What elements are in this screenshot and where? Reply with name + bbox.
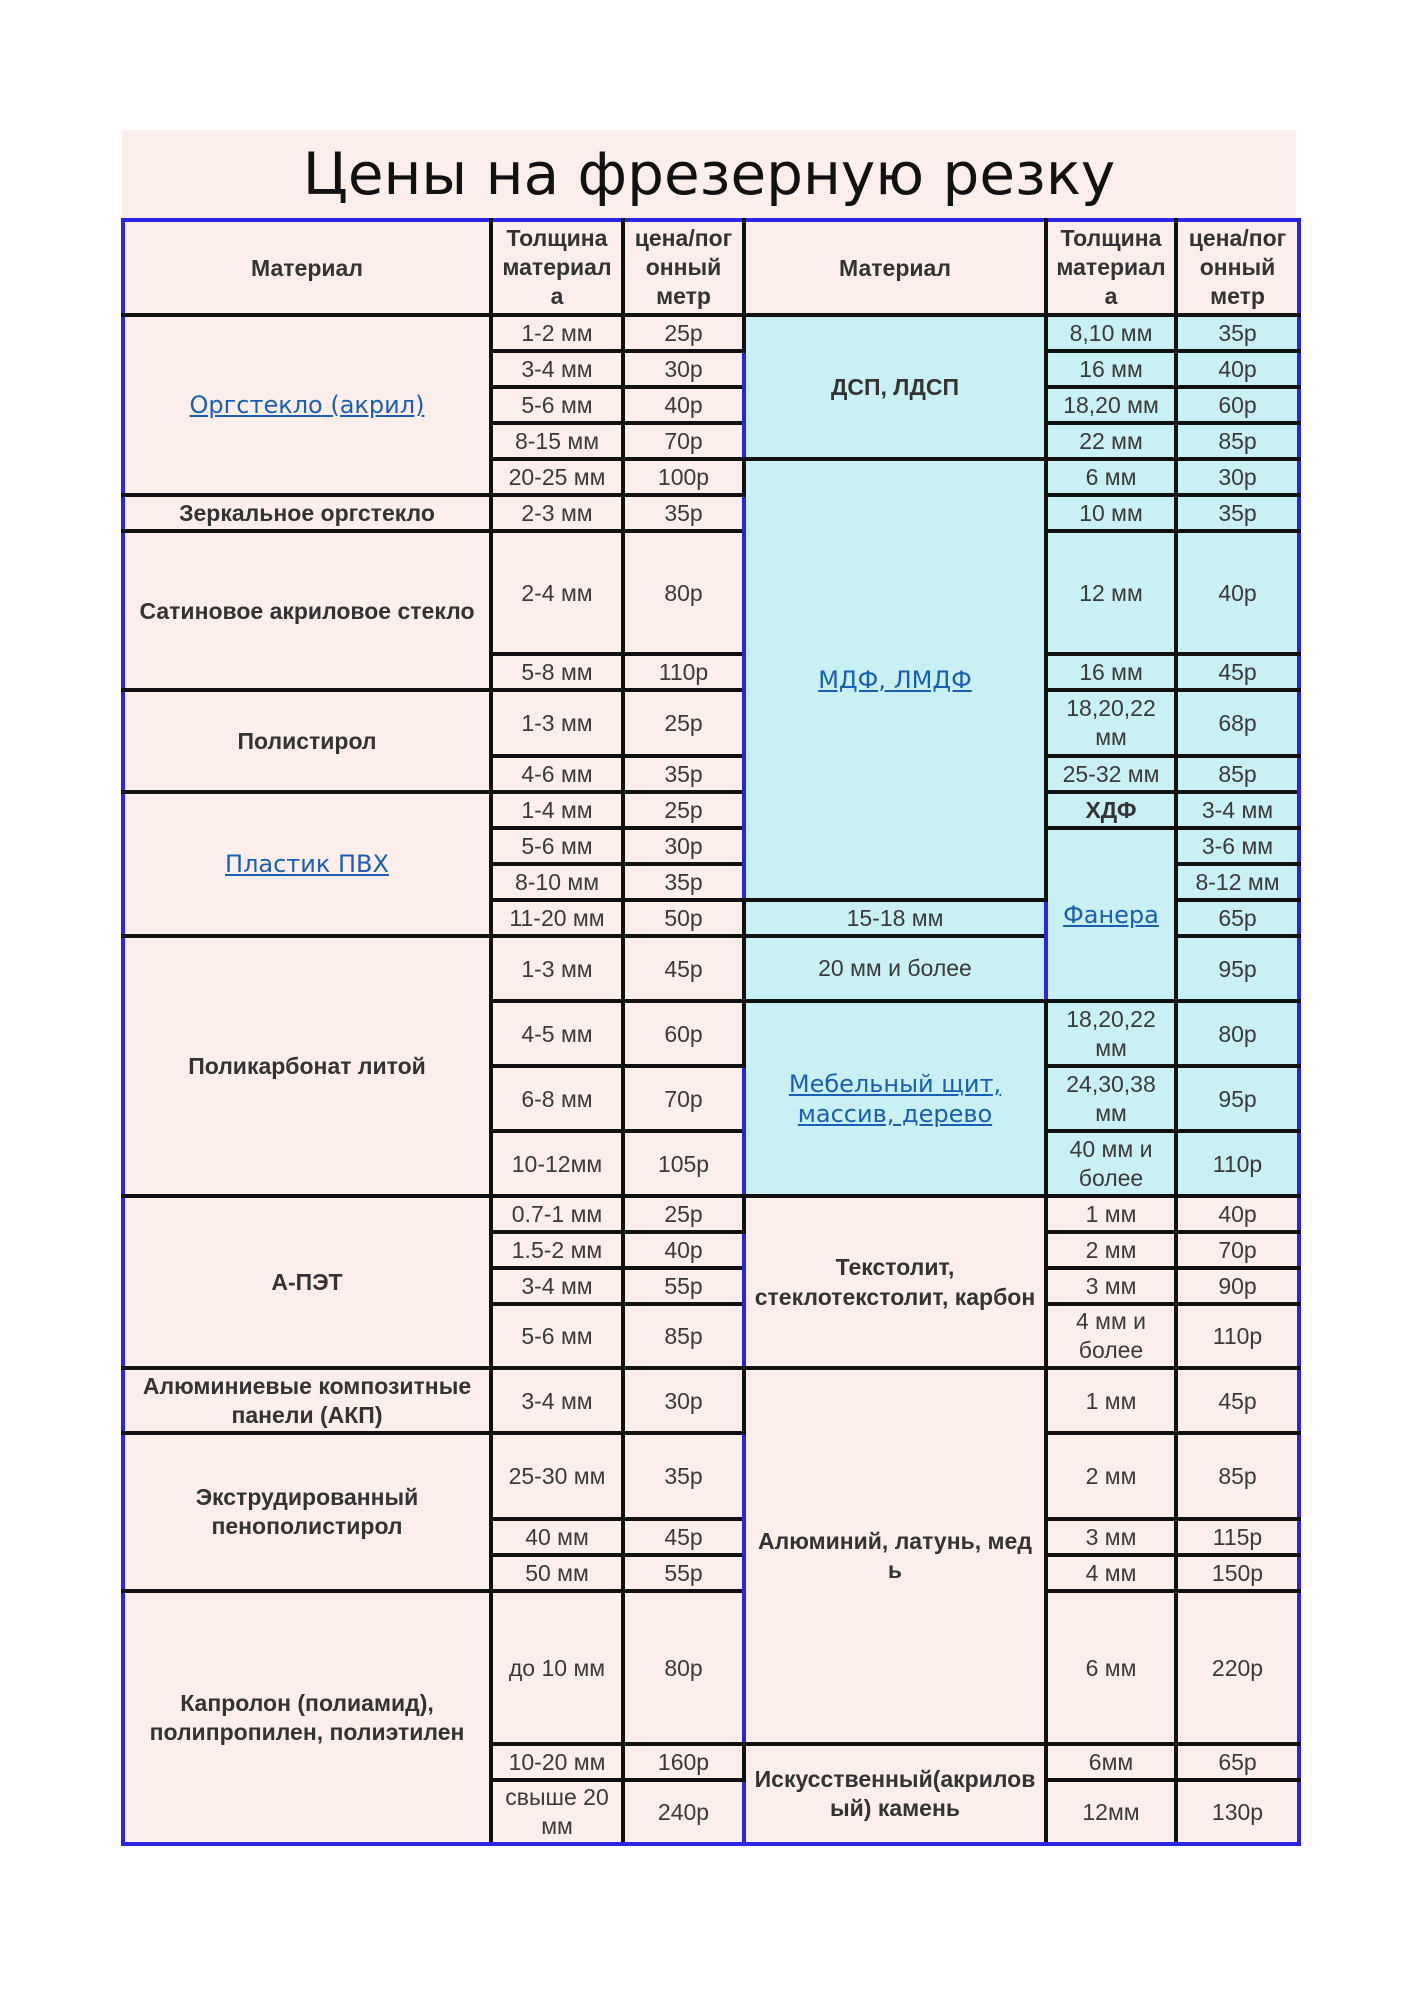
price-cell: 85р <box>623 1304 744 1368</box>
thickness-cell: до 10 мм <box>491 1591 623 1744</box>
price-cell: 100р <box>623 459 744 495</box>
price-cell: 240р <box>623 1780 744 1844</box>
thickness-cell: 11-20 мм <box>491 900 623 936</box>
price-cell: 30р <box>1176 459 1299 495</box>
price-cell: 45р <box>1176 654 1299 690</box>
thickness-cell: 3-4 мм <box>491 351 623 387</box>
price-cell: 25р <box>623 792 744 828</box>
table-row <box>123 792 1299 828</box>
thickness-cell: 2-3 мм <box>491 495 623 531</box>
header-material-right: Материал <box>744 220 1046 315</box>
thickness-cell: 1-4 мм <box>491 792 623 828</box>
price-cell: 80р <box>1176 1001 1299 1066</box>
thickness-cell: 20-25 мм <box>491 459 623 495</box>
thickness-cell: 3-4 мм <box>491 1268 623 1304</box>
price-cell: 40р <box>623 1232 744 1268</box>
header-price-right: цена/пог онный метр <box>1176 220 1299 315</box>
thickness-cell: 8,10 мм <box>1046 315 1176 351</box>
price-cell: 110р <box>1176 1131 1299 1196</box>
price-cell: 50р <box>623 900 744 936</box>
price-cell: 30р <box>623 351 744 387</box>
thickness-cell: 8-12 мм <box>1176 864 1299 900</box>
price-table <box>121 218 1301 1846</box>
price-cell: 70р <box>1176 1232 1299 1268</box>
material-mirror: Зеркальное оргстекло <box>123 495 491 531</box>
material-textolite: Текстолит, стеклотекстолит, карбон <box>744 1196 1046 1368</box>
thickness-cell: 5-8 мм <box>491 654 623 690</box>
price-cell: 60р <box>623 1001 744 1066</box>
price-cell: 40р <box>1176 1196 1299 1232</box>
material-polystyrene: Полистирол <box>123 690 491 792</box>
thickness-cell: 24,30,38 мм <box>1046 1066 1176 1131</box>
link-pvc[interactable]: Пластик ПВХ <box>123 792 491 936</box>
price-cell: 110р <box>623 654 744 690</box>
material-acp: Алюминиевые композитные панели (АКП) <box>123 1368 491 1433</box>
thickness-cell: 6 мм <box>1046 459 1176 495</box>
thickness-cell: 4-6 мм <box>491 756 623 792</box>
price-cell: 90р <box>1176 1268 1299 1304</box>
thickness-cell: 0.7-1 мм <box>491 1196 623 1232</box>
material-stone: Искусственный(акрилов ый) камень <box>744 1744 1046 1844</box>
material-xps: Экструдированный пенополистирол <box>123 1433 491 1591</box>
thickness-cell: 5-6 мм <box>491 387 623 423</box>
material-apet: А-ПЭТ <box>123 1196 491 1368</box>
thickness-cell: 2-4 мм <box>491 531 623 654</box>
material-kaprolon: Капролон (полиамид), полипропилен, полиэтилен <box>123 1591 491 1844</box>
price-cell: 40р <box>1176 531 1299 654</box>
thickness-cell: 3-6 мм <box>1176 828 1299 864</box>
thickness-cell: 20 мм и более <box>744 936 1046 1001</box>
thickness-cell: 15-18 мм <box>744 900 1046 936</box>
thickness-cell: 10-20 мм <box>491 1744 623 1780</box>
price-cell: 65р <box>1176 1744 1299 1780</box>
thickness-cell: 40 мм <box>491 1519 623 1555</box>
price-cell: 35р <box>1176 495 1299 531</box>
price-cell: 130р <box>1176 1780 1299 1844</box>
thickness-cell: 16 мм <box>1046 351 1176 387</box>
material-satin: Сатиновое акриловое стекло <box>123 531 491 690</box>
thickness-cell: 1.5-2 мм <box>491 1232 623 1268</box>
price-cell: 105р <box>623 1131 744 1196</box>
price-cell: 35р <box>1176 315 1299 351</box>
price-cell: 60р <box>1176 387 1299 423</box>
thickness-cell: 4 мм и более <box>1046 1304 1176 1368</box>
price-cell: 220р <box>1176 1591 1299 1744</box>
price-cell: 55р <box>623 1268 744 1304</box>
thickness-cell: 40 мм и более <box>1046 1131 1176 1196</box>
thickness-cell: 8-15 мм <box>491 423 623 459</box>
thickness-cell: 1-2 мм <box>491 315 623 351</box>
material-hdf: ХДФ <box>1046 792 1176 828</box>
price-cell: 35р <box>623 1433 744 1519</box>
price-cell: 45р <box>623 936 744 1001</box>
price-cell: 95р <box>1176 1066 1299 1131</box>
price-cell: 25р <box>623 315 744 351</box>
page-title: Цены на фрезерную резку <box>302 140 1116 208</box>
thickness-cell: 3 мм <box>1046 1268 1176 1304</box>
price-cell: 25р <box>623 690 744 756</box>
price-cell: 35р <box>623 495 744 531</box>
thickness-cell: 25-30 мм <box>491 1433 623 1519</box>
material-dsp: ДСП, ЛДСП <box>744 315 1046 459</box>
material-metal: Алюминий, латунь, мед ь <box>744 1368 1046 1744</box>
price-cell: 30р <box>623 828 744 864</box>
price-cell: 110р <box>1176 1304 1299 1368</box>
thickness-cell: 6мм <box>1046 1744 1176 1780</box>
thickness-cell: 1-3 мм <box>491 936 623 1001</box>
thickness-cell: 5-6 мм <box>491 1304 623 1368</box>
header-thickness-left: Толщина материал а <box>491 220 623 315</box>
thickness-cell: 25-32 мм <box>1046 756 1176 792</box>
price-cell: 150р <box>1176 1555 1299 1591</box>
thickness-cell: 2 мм <box>1046 1232 1176 1268</box>
header-thickness-right: Толщина материал а <box>1046 220 1176 315</box>
price-cell: 80р <box>623 531 744 654</box>
price-cell: 45р <box>623 1519 744 1555</box>
price-cell: 40р <box>1176 351 1299 387</box>
thickness-cell: 18,20 мм <box>1046 387 1176 423</box>
thickness-cell: 6 мм <box>1046 1591 1176 1744</box>
table-row <box>123 531 1299 654</box>
table-row <box>123 690 1299 756</box>
header-price-left: цена/пог онный метр <box>623 220 744 315</box>
price-cell: 40р <box>623 387 744 423</box>
price-cell: 80р <box>623 1591 744 1744</box>
thickness-cell: 3 мм <box>1046 1519 1176 1555</box>
price-cell: 85р <box>1176 756 1299 792</box>
thickness-cell: 3-4 мм <box>1176 792 1299 828</box>
price-cell: 55р <box>623 1555 744 1591</box>
price-cell: 35р <box>623 756 744 792</box>
price-cell: 85р <box>1176 423 1299 459</box>
thickness-cell: 10-12мм <box>491 1131 623 1196</box>
thickness-cell: 16 мм <box>1046 654 1176 690</box>
material-polycarbonate: Поликарбонат литой <box>123 936 491 1196</box>
link-orgsteklo[interactable]: Оргстекло (акрил) <box>123 315 491 495</box>
price-cell: 68р <box>1176 690 1299 756</box>
price-cell: 70р <box>623 423 744 459</box>
table-row <box>123 1433 1299 1519</box>
thickness-cell: 22 мм <box>1046 423 1176 459</box>
price-cell: 95р <box>1176 936 1299 1001</box>
link-furniture[interactable]: Мебельный щит, массив, дерево <box>744 1001 1046 1196</box>
price-cell: 160р <box>623 1744 744 1780</box>
thickness-cell: 1 мм <box>1046 1368 1176 1433</box>
thickness-cell: 1 мм <box>1046 1196 1176 1232</box>
thickness-cell: 2 мм <box>1046 1433 1176 1519</box>
thickness-cell: 4-5 мм <box>491 1001 623 1066</box>
thickness-cell: 8-10 мм <box>491 864 623 900</box>
price-cell: 85р <box>1176 1433 1299 1519</box>
price-cell: 65р <box>1176 900 1299 936</box>
thickness-cell: 3-4 мм <box>491 1368 623 1433</box>
price-cell: 45р <box>1176 1368 1299 1433</box>
link-mdf[interactable]: МДФ, ЛМДФ <box>744 459 1046 900</box>
thickness-cell: 1-3 мм <box>491 690 623 756</box>
table-row <box>123 495 1299 531</box>
thickness-cell: 18,20,22 мм <box>1046 1001 1176 1066</box>
thickness-cell: 6-8 мм <box>491 1066 623 1131</box>
thickness-cell: 12 мм <box>1046 531 1176 654</box>
price-cell: 25р <box>623 1196 744 1232</box>
thickness-cell: 50 мм <box>491 1555 623 1591</box>
table-row <box>123 1196 1299 1232</box>
link-plywood[interactable]: Фанера <box>1046 828 1176 1001</box>
thickness-cell: 4 мм <box>1046 1555 1176 1591</box>
table-header-row <box>123 220 1299 315</box>
thickness-cell: 5-6 мм <box>491 828 623 864</box>
table-row <box>123 1368 1299 1433</box>
table-row <box>123 1591 1299 1744</box>
header-material-left: Материал <box>123 220 491 315</box>
price-cell: 30р <box>623 1368 744 1433</box>
thickness-cell: 10 мм <box>1046 495 1176 531</box>
thickness-cell: 12мм <box>1046 1780 1176 1844</box>
price-cell: 115р <box>1176 1519 1299 1555</box>
thickness-cell: 18,20,22 мм <box>1046 690 1176 756</box>
price-cell: 70р <box>623 1066 744 1131</box>
price-cell: 35р <box>623 864 744 900</box>
table-row <box>123 315 1299 351</box>
thickness-cell: свыше 20 мм <box>491 1780 623 1844</box>
